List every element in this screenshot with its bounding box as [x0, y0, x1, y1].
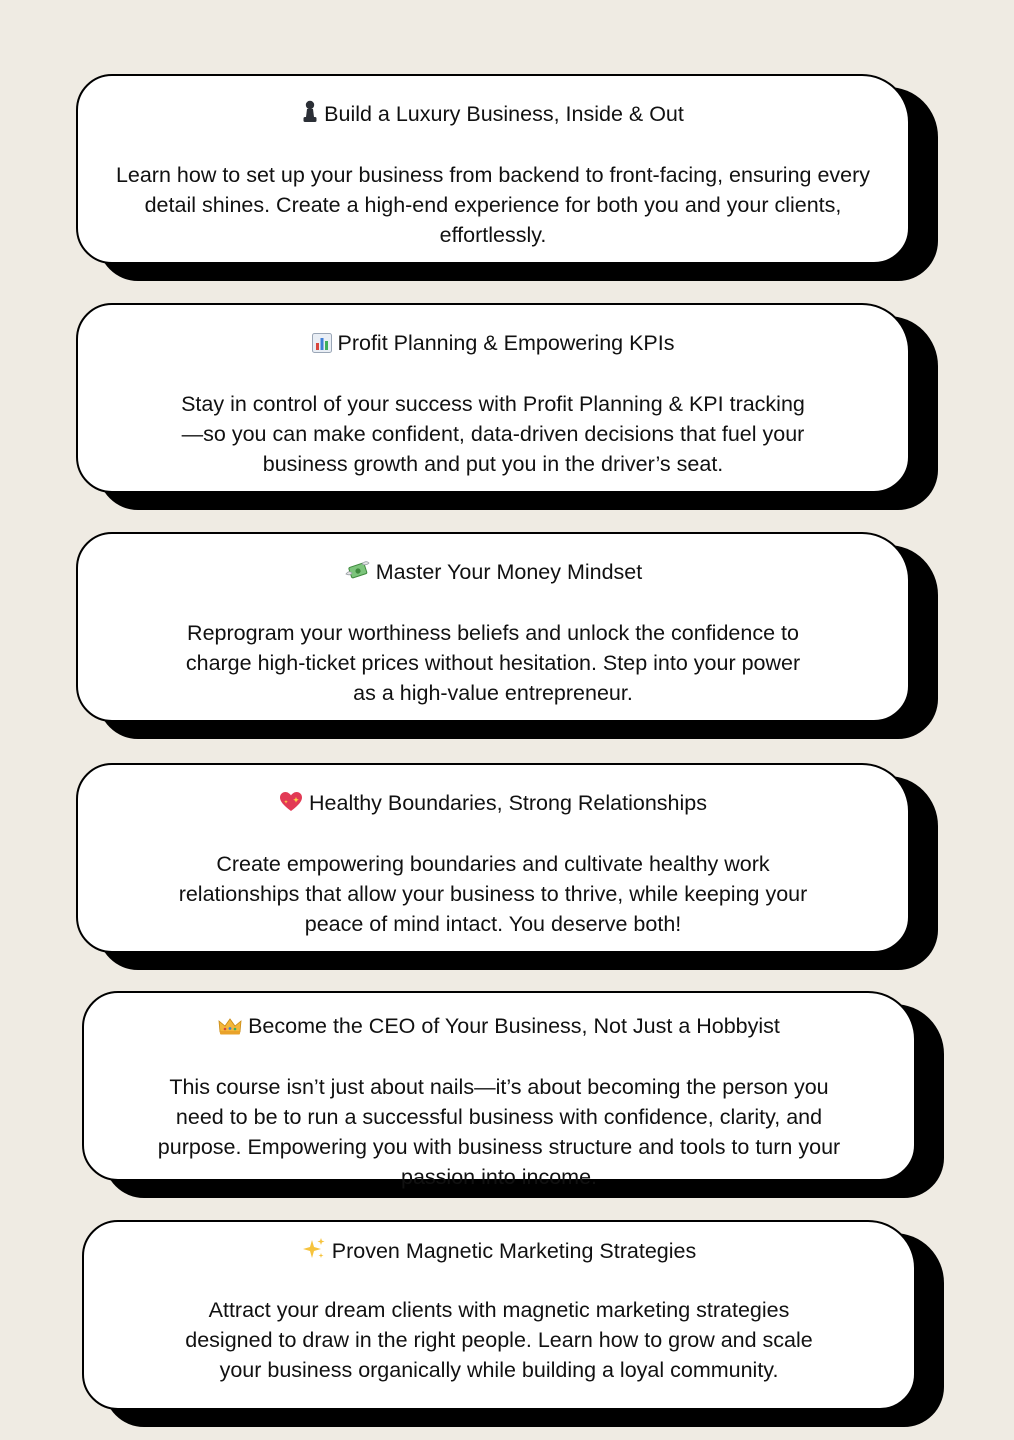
card-title-text: Become the CEO of Your Business, Not Just a Hobbyist	[248, 1014, 780, 1038]
description-line: charge high-ticket prices without hesitation. Step into your power	[185, 651, 801, 675]
feature-card	[82, 991, 920, 1189]
card-title-text: Profit Planning & Empowering KPIs	[337, 331, 675, 355]
card-panel	[76, 74, 910, 264]
description-line: —so you can make confident, data-driven decisions that fuel your	[181, 422, 805, 446]
description-line: effortlessly.	[439, 223, 547, 247]
card-title	[84, 1237, 914, 1268]
description-line: need to be to run a successful business with confidence, clarity, and	[175, 1105, 823, 1129]
description-line: passion into income.	[401, 1165, 597, 1189]
card-description	[78, 849, 908, 939]
card-panel	[76, 763, 910, 953]
bar-chart-icon	[312, 332, 332, 360]
description-line: business growth and put you in the driver’s seat.	[262, 452, 724, 476]
crown-icon	[218, 1015, 242, 1043]
card-description	[78, 618, 908, 708]
card-title-text: Proven Magnetic Marketing Strategies	[331, 1239, 697, 1263]
description-line: as a high-value entrepreneur.	[353, 681, 633, 705]
feature-card	[76, 532, 914, 726]
description-line: Learn how to set up your business from backend to front-facing, ensuring every	[115, 163, 871, 187]
sparkling-heart-icon	[279, 791, 303, 820]
card-title	[78, 789, 908, 820]
card-title-text: Build a Luxury Business, Inside & Out	[324, 102, 684, 126]
feature-card	[76, 74, 914, 268]
card-title-text: Healthy Boundaries, Strong Relationships	[309, 791, 707, 815]
card-description	[84, 1295, 914, 1385]
description-line: Reprogram your worthiness beliefs and unlock the confidence to	[187, 621, 799, 645]
card-panel	[76, 303, 910, 493]
card-description	[84, 1072, 914, 1192]
description-line: Create empowering boundaries and cultivate healthy work	[216, 852, 770, 876]
description-line: This course isn’t just about nails—it’s about becoming the person you	[169, 1075, 829, 1099]
money-with-wings-icon	[344, 560, 370, 589]
card-panel	[82, 991, 916, 1189]
description-line: relationships that allow your business to thrive, while keeping your	[178, 882, 808, 906]
sparkles-icon	[302, 1237, 326, 1268]
card-title-text: Master Your Money Mindset	[375, 560, 643, 584]
card-title	[78, 100, 908, 131]
card-title	[84, 1012, 914, 1043]
card-panel	[82, 1220, 916, 1410]
card-title	[78, 558, 908, 589]
chess-pawn-icon	[302, 100, 318, 131]
description-line: your business organically while building a loyal community.	[219, 1358, 779, 1382]
card-description	[78, 160, 908, 250]
card-panel	[76, 532, 910, 722]
description-line: Stay in control of your success with Profit Planning & KPI tracking	[181, 392, 805, 416]
feature-card	[82, 1220, 920, 1414]
card-title	[78, 329, 908, 360]
description-line: Attract your dream clients with magnetic marketing strategies	[208, 1298, 790, 1322]
card-description	[78, 389, 908, 479]
description-line: purpose. Empowering you with business structure and tools to turn your	[157, 1135, 841, 1159]
feature-card	[76, 763, 914, 957]
description-line: peace of mind intact. You deserve both!	[304, 912, 682, 936]
description-line: detail shines. Create a high-end experience for both you and your clients,	[144, 193, 842, 217]
description-line: designed to draw in the right people. Learn how to grow and scale	[185, 1328, 813, 1352]
feature-card	[76, 303, 914, 497]
